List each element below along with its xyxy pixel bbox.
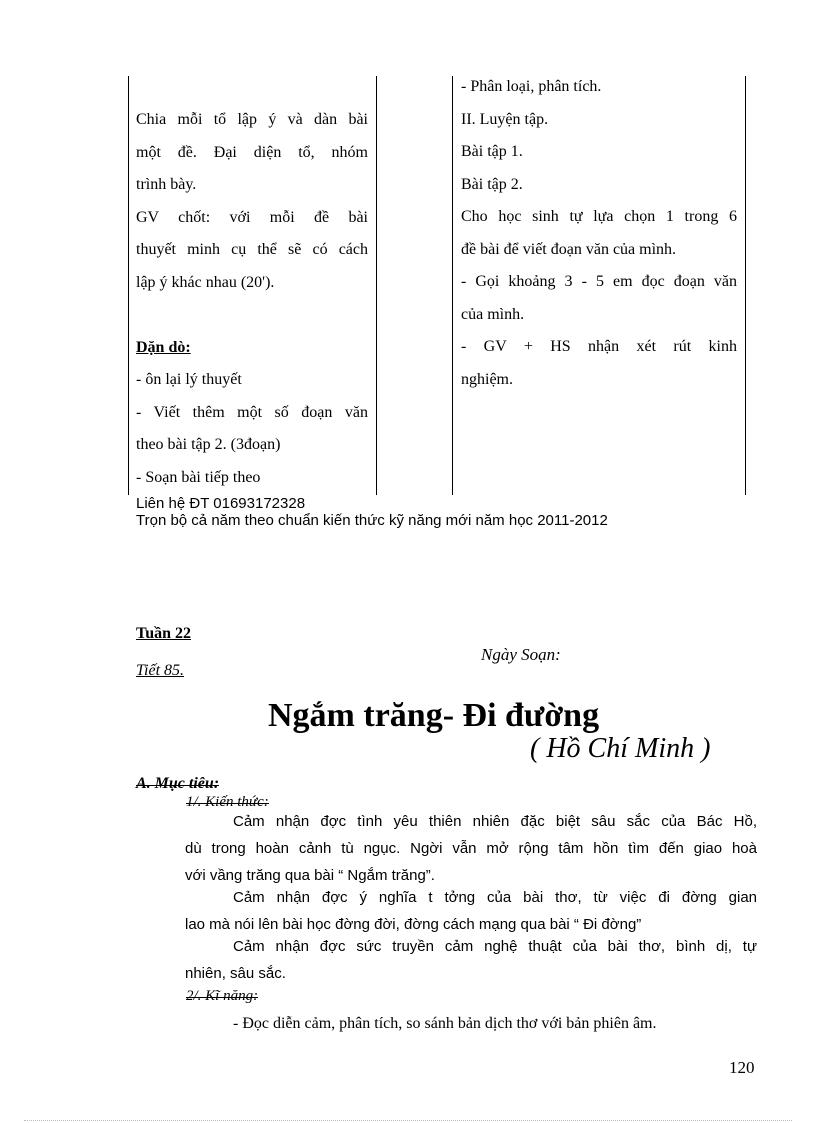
objective-paragraph-3 <box>185 933 757 987</box>
table-border-middle-right <box>452 76 453 495</box>
left-line: lập ý khác nhau (20'). <box>136 273 275 291</box>
paragraph-line: nhiên, sâu sắc. <box>185 965 286 982</box>
left-line: thuyết minh cụ thể sẽ có cách <box>136 241 368 258</box>
table-left-column <box>136 104 368 494</box>
right-line: - GV + HS nhận xét rút kinh <box>461 338 737 355</box>
objective-paragraph-1 <box>185 808 757 889</box>
right-line: - Phân loại, phân tích. <box>461 78 602 95</box>
table-border-right <box>745 76 746 495</box>
right-line: nghiệm. <box>461 370 513 388</box>
right-line: Bài tập 1. <box>461 143 523 160</box>
period-label: Tiết 85. <box>136 662 185 679</box>
paragraph-line: Cảm nhận đợc tình yêu thiên nhiên đặc biệt sâu sắc của Bác Hồ, <box>233 813 757 830</box>
knowledge-heading-text: 1/. Kiến thức: <box>186 794 269 810</box>
table-right-column <box>461 71 737 396</box>
homework-title: Dặn dò: <box>136 338 191 356</box>
right-line: II. Luyện tập. <box>461 110 549 128</box>
skills-heading-text: 2/. Kĩ năng: <box>186 988 259 1004</box>
table-border-left <box>128 76 129 495</box>
objectives-heading <box>136 775 219 793</box>
objectives-heading-text: A. Mục tiêu: <box>136 775 220 792</box>
left-spacer <box>136 299 368 332</box>
homework-item: theo bài tập 2. (3đoạn) <box>136 436 281 453</box>
page-bottom-divider <box>24 1120 792 1121</box>
objective-paragraph-2 <box>185 884 757 938</box>
paragraph-line: Cảm nhận đợc ý nghĩa t tởng của bài thơ, từ việc đi đờng gian <box>233 889 757 906</box>
right-line: đề bài để viết đoạn văn của mình. <box>461 240 677 258</box>
right-line: Cho học sinh tự lựa chọn 1 trong 6 <box>461 208 737 225</box>
right-line: - Gọi khoảng 3 - 5 em đọc đoạn văn <box>461 273 737 290</box>
week-label: Tuần 22 <box>136 625 191 642</box>
left-line: một đề. Đại diện tổ, nhóm <box>136 143 368 161</box>
paragraph-line: lao mà nói lên bài học đờng đời, đờng cách mạng qua bài “ Đi đờng” <box>185 916 642 933</box>
prep-date-label: Ngày Soạn: <box>481 645 561 664</box>
lesson-author: ( Hồ Chí Minh ) <box>530 733 711 764</box>
homework-item: - ôn lại lý thuyết <box>136 371 242 388</box>
table-border-middle-left <box>376 76 377 495</box>
homework-item: - Viết thêm một số đoạn văn <box>136 403 368 421</box>
paragraph-line: với vầng trăng qua bài “ Ngắm trăng”. <box>185 867 435 884</box>
right-line: Bài tập 2. <box>461 175 523 193</box>
left-line: Chia mỗi tổ lập ý và dàn bài <box>136 111 368 128</box>
homework-item: - Soạn bài tiếp theo <box>136 468 261 486</box>
right-line: của mình. <box>461 305 525 323</box>
left-line: trình bày. <box>136 176 197 193</box>
paragraph-line: Cảm nhận đợc sức truyền cảm nghệ thuật của bài thơ, bình dị, tự <box>233 938 757 955</box>
left-line: GV chốt: với mỗi đề bài <box>136 208 368 226</box>
page-number: 120 <box>729 1058 755 1077</box>
lesson-title: Ngắm trăng- Đi đường <box>268 697 600 734</box>
contact-phone: Liên hệ ĐT 01693172328 <box>136 495 306 512</box>
paragraph-line: dù trong hoàn cảnh tù ngục. Ngời vẫn mở rộng tâm hồn tìm đến giao hoà <box>185 840 757 857</box>
skills-item: - Đọc diễn cảm, phân tích, so sánh bản dịch thơ với bản phiên âm. <box>233 1015 657 1032</box>
contact-set-info: Trọn bộ cả năm theo chuẩn kiến thức kỹ năng mới năm học 2011-2012 <box>136 512 608 529</box>
skills-heading <box>186 988 258 1005</box>
